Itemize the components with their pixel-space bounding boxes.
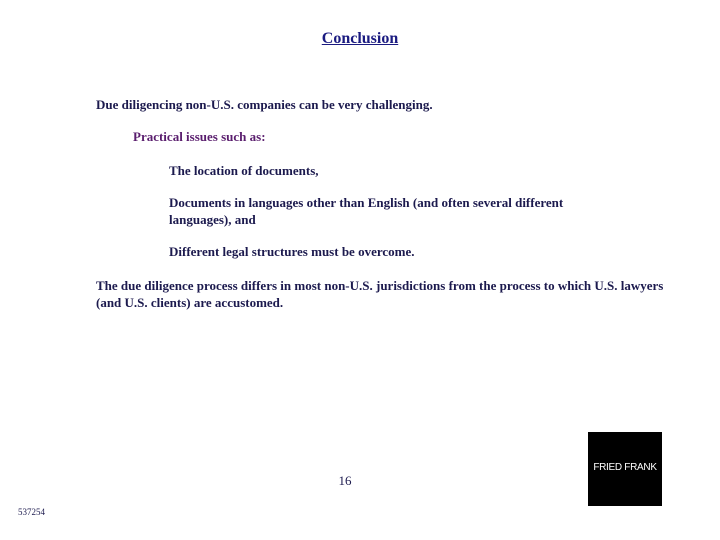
list-item: Documents in languages other than English (and often several different languages), and xyxy=(169,195,564,227)
document-number: 537254 xyxy=(18,507,45,517)
list-item: The location of documents, xyxy=(169,163,319,178)
list-item: The due diligence process differs in most non-U.S. jurisdictions from the process to which U.S. lawyers (and U.S. clients) are accustomed. xyxy=(96,278,664,310)
list-item: Practical issues such as: xyxy=(133,129,266,144)
slide-title: Conclusion xyxy=(321,30,399,47)
list-item: Different legal structures must be overcome. xyxy=(169,244,415,259)
page-number: 16 xyxy=(338,473,352,488)
fried-frank-logo xyxy=(588,432,662,506)
logo-text: FRIED FRANK xyxy=(593,462,657,473)
list-item: Due diligencing non-U.S. companies can be very challenging. xyxy=(96,97,433,112)
